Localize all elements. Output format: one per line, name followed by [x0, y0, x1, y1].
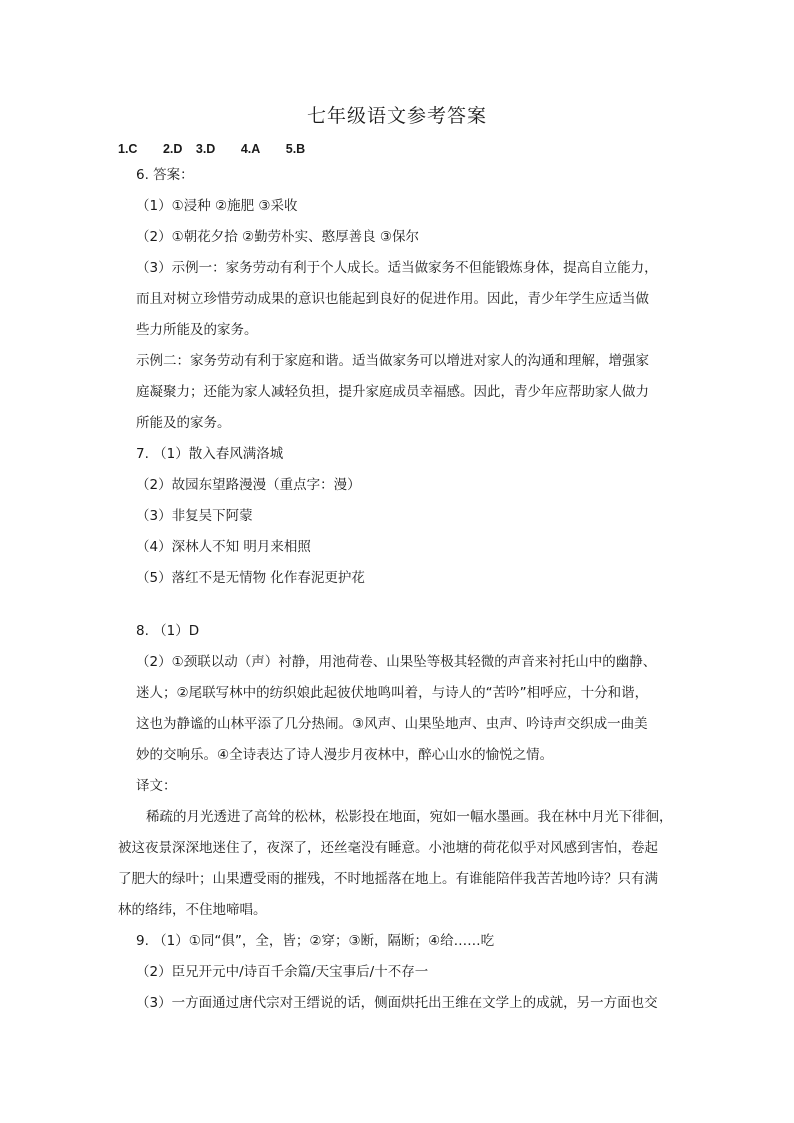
- q6-part3-line: 些力所能及的家务。: [136, 322, 258, 338]
- q7-part4: （4）深林人不知 明月来相照: [136, 539, 311, 555]
- q6-example2-line: 所能及的家务。: [136, 415, 231, 431]
- translation-line: 被这夜景深深地迷住了，夜深了，还丝毫没有睡意。小池塘的荷花似乎对风感到害怕，卷起: [118, 840, 658, 856]
- page-title: 七年级语文参考答案: [306, 105, 487, 127]
- mc-answer: 1.C: [118, 142, 138, 156]
- q8-part2-line: 妙的交响乐。④全诗表达了诗人漫步月夜林中，醉心山水的愉悦之情。: [136, 747, 554, 763]
- q8-part2-line: （2）①颈联以动（声）衬静，用池荷卷、山果坠等极其轻微的声音来衬托山中的幽静、: [136, 654, 657, 670]
- q6-part2: （2）①朝花夕拾 ②勤劳朴实、憨厚善良 ③保尔: [136, 229, 419, 245]
- translation-line: 稀疏的月光透进了高耸的松林，松影投在地面，宛如一幅水墨画。我在林中月光下徘徊，: [146, 809, 673, 825]
- translation-line: 了肥大的绿叶；山果遭受雨的摧残，不时地摇落在地上。有谁能陪伴我苦苦地吟诗？只有满: [118, 871, 658, 887]
- q6-part3-line: （3）示例一：家务劳动有利于个人成长。适当做家务不但能锻炼身体，提高自立能力，: [136, 260, 658, 276]
- mc-answer: 3.D: [195, 142, 216, 156]
- q9-part3: （3）一方面通过唐代宗对王缙说的话，侧面烘托出王维在文学上的成就，另一方面也交: [136, 995, 658, 1011]
- q6-example2-line: 示例二：家务劳动有利于家庭和谐。适当做家务可以增进对家人的沟通和理解，增强家: [136, 353, 649, 369]
- q6-heading: 6. 答案：: [136, 167, 194, 183]
- translation-line: 林的络纬，不住地啼唱。: [118, 902, 267, 918]
- mc-answer: 5.B: [285, 142, 306, 156]
- q9-part1: 9. （1）①同“俱”，全，皆；②穿；③断，隔断；④给……吃: [136, 933, 495, 949]
- q7-part3: （3）非复吴下阿蒙: [136, 508, 253, 524]
- q7-part2: （2）故园东望路漫漫（重点字：漫）: [136, 477, 361, 493]
- q6-part1: （1）①浸种 ②施肥 ③采收: [136, 198, 298, 214]
- q6-example2-line: 庭凝聚力；还能为家人减轻负担，提升家庭成员幸福感。因此，青少年应帮助家人做力: [136, 384, 649, 400]
- q8-part1: 8. （1）D: [136, 623, 200, 639]
- q8-part2-line: 这也为静谧的山林平添了几分热闹。③风声、山果坠地声、虫声、吟诗声交织成一曲美: [136, 716, 648, 732]
- q7-part1: 7. （1）散入春风满洛城: [136, 446, 284, 462]
- mc-answer: 4.A: [240, 142, 261, 156]
- translation-heading: 译文：: [136, 778, 177, 794]
- q9-part2: （2）臣兄开元中/诗百千余篇/天宝事后/十不存一: [136, 964, 429, 980]
- multiple-choice-answers: [118, 140, 327, 158]
- q7-part5: （5）落红不是无情物 化作春泥更护花: [136, 570, 365, 586]
- q8-part2-line: 迷人；②尾联写林中的纺织娘此起彼伏地鸣叫着，与诗人的“苦吟”相呼应，十分和谐，: [136, 685, 649, 701]
- mc-answer: 2.D: [162, 142, 183, 156]
- q6-part3-line: 而且对树立珍惜劳动成果的意识也能起到良好的促进作用。因此，青少年学生应适当做: [136, 291, 649, 307]
